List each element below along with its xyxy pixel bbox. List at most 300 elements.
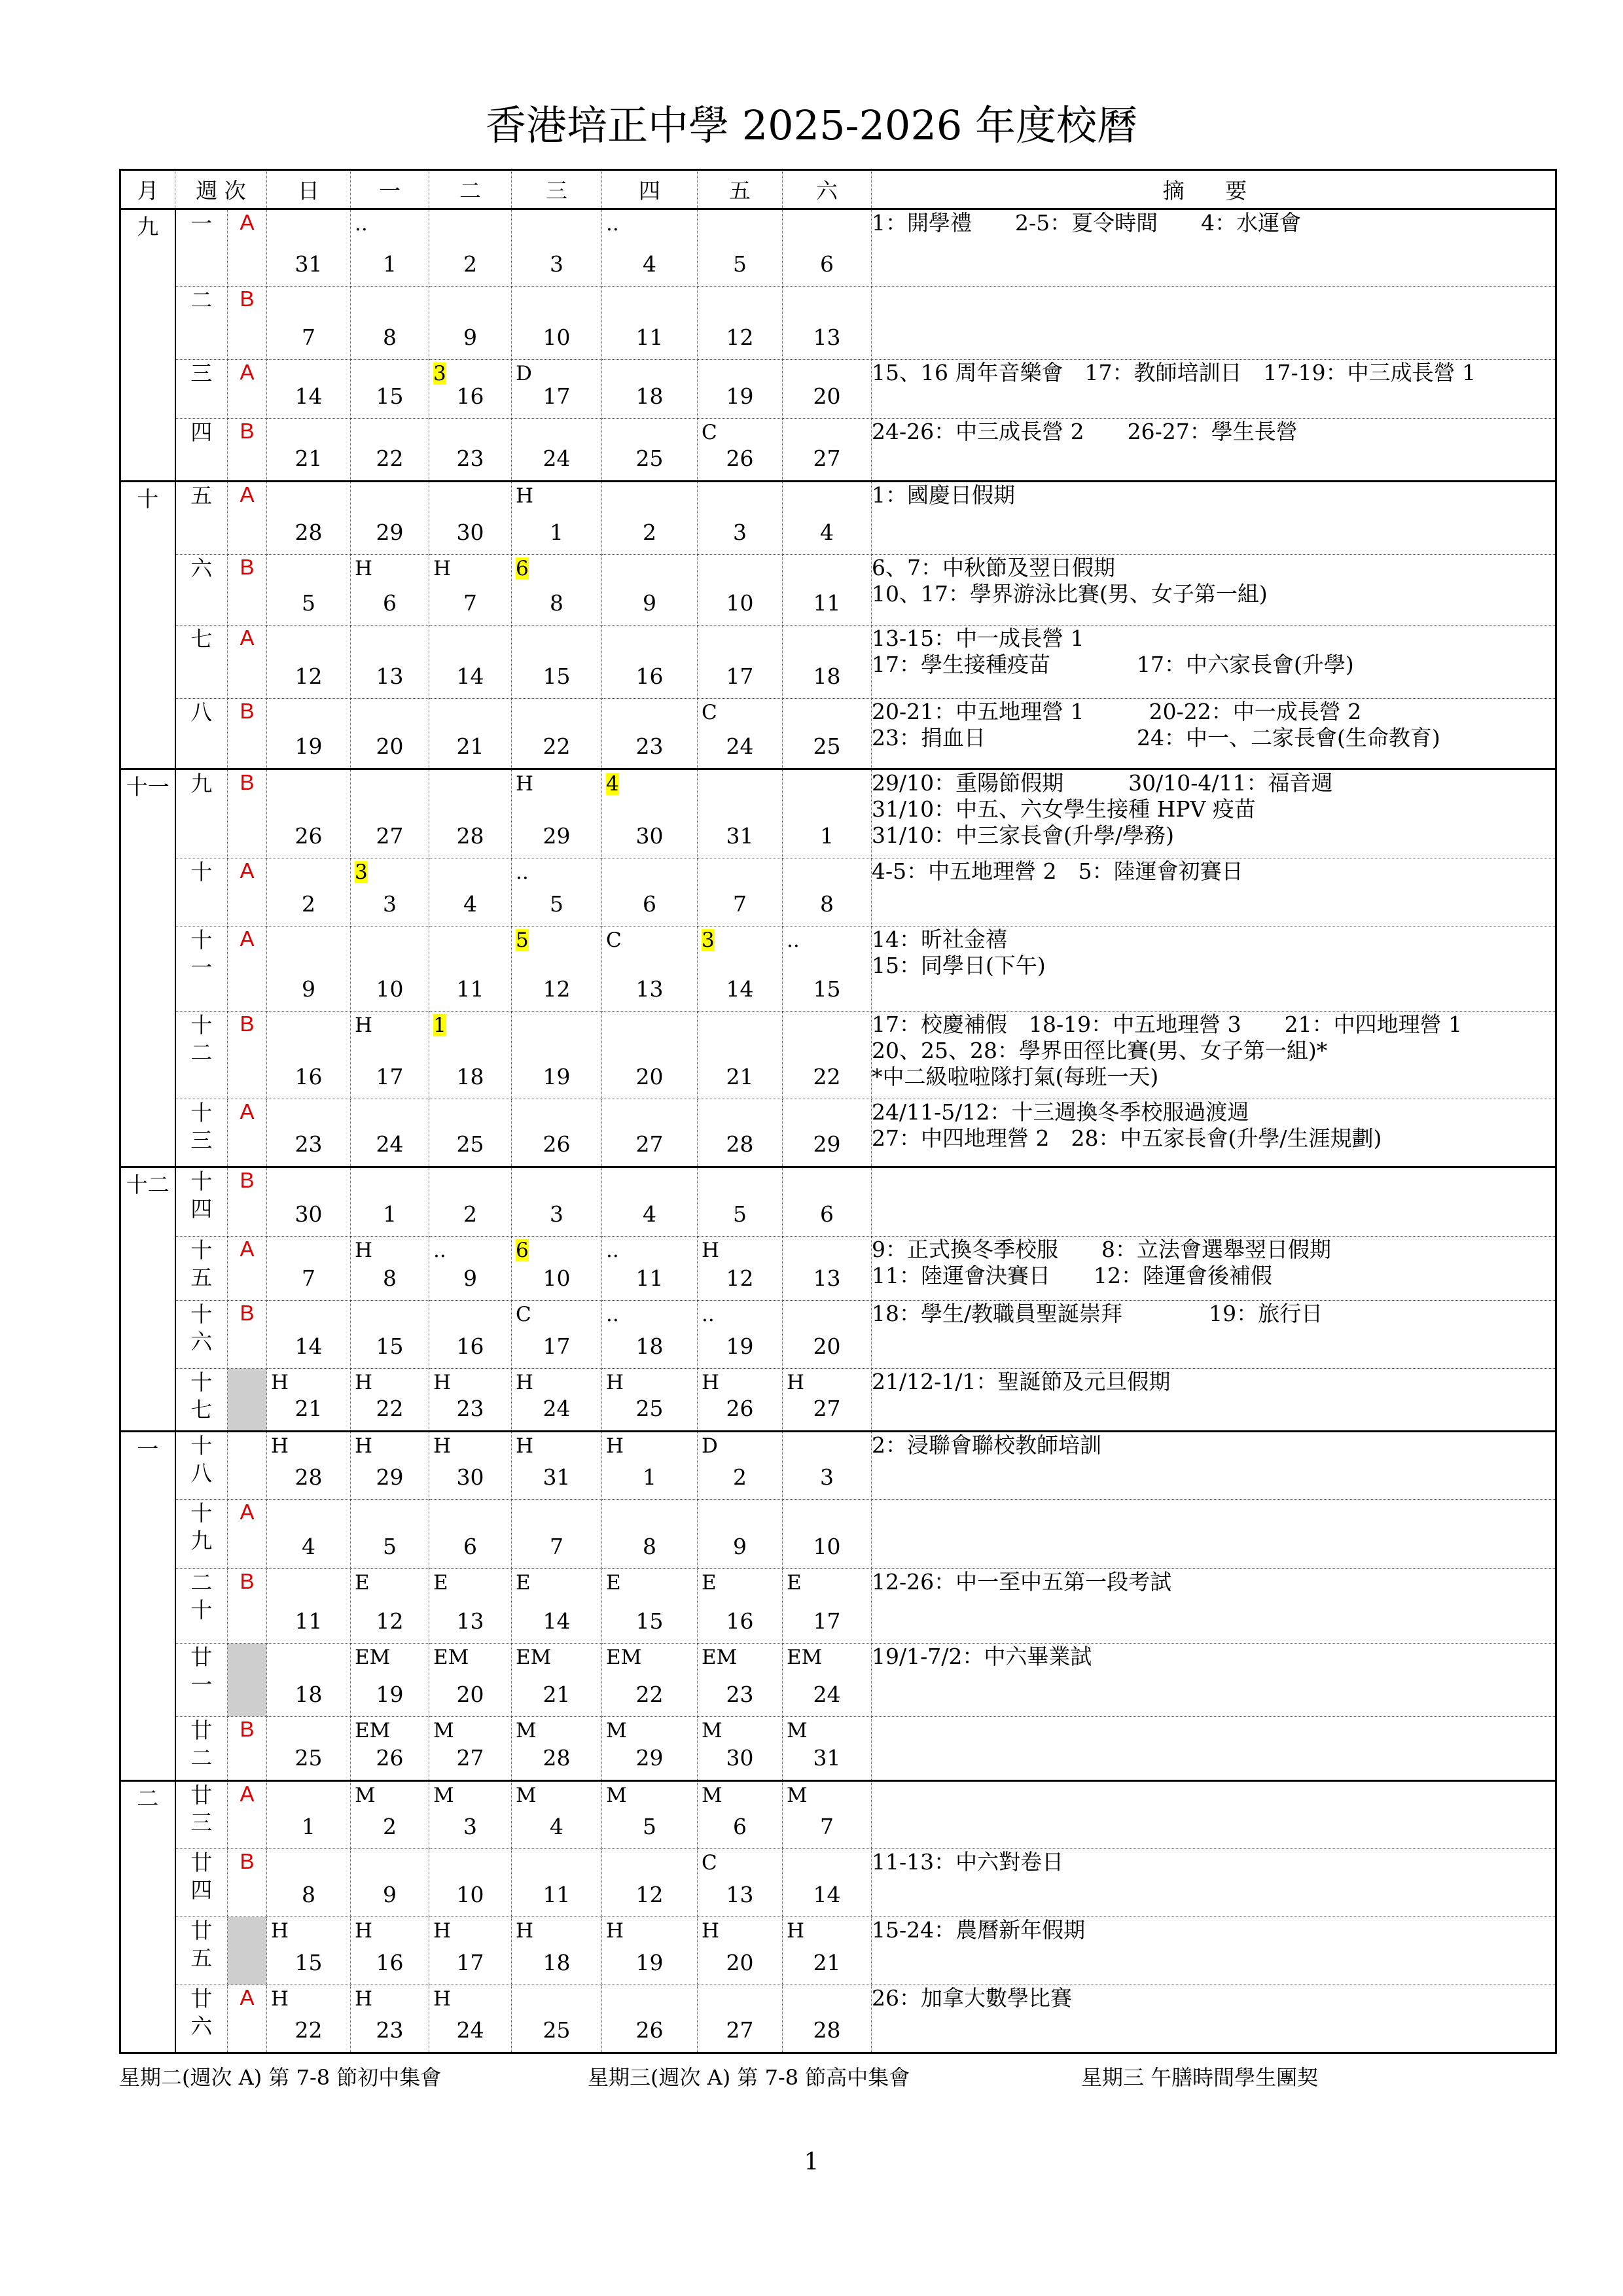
day-cell bbox=[512, 360, 602, 419]
day-cell bbox=[267, 1849, 351, 1917]
week-cycle-ab: B bbox=[228, 769, 267, 858]
header-day-sun: 日 bbox=[267, 170, 351, 209]
day-marker: .. bbox=[433, 1239, 446, 1262]
day-cell bbox=[602, 1569, 698, 1644]
day-cell bbox=[267, 360, 351, 419]
day-number: 27 bbox=[376, 823, 404, 849]
week-number: 廿 六 bbox=[175, 1985, 228, 2053]
day-cell bbox=[267, 1432, 351, 1500]
day-number: 14 bbox=[456, 663, 484, 689]
week-number: 廿 五 bbox=[175, 1917, 228, 1985]
week-number: 八 bbox=[175, 699, 228, 769]
day-cell bbox=[351, 699, 429, 769]
day-number: 4 bbox=[463, 891, 477, 917]
day-number: 13 bbox=[456, 1608, 484, 1634]
summary-cell bbox=[872, 209, 1556, 287]
day-cell bbox=[429, 287, 512, 360]
day-cell bbox=[602, 1167, 698, 1237]
day-cell bbox=[698, 1717, 783, 1781]
day-marker: H bbox=[516, 1371, 534, 1394]
day-number: 5 bbox=[302, 590, 315, 616]
day-cell bbox=[783, 1099, 872, 1167]
summary-line: 17：校慶補假 18-19：中五地理營 3 21：中四地理營 1 bbox=[872, 1012, 1463, 1037]
day-cell bbox=[698, 1781, 783, 1849]
day-marker: H bbox=[355, 1919, 373, 1943]
day-number: 7 bbox=[302, 1265, 315, 1291]
day-cell bbox=[698, 1369, 783, 1432]
day-cell bbox=[783, 1167, 872, 1237]
week-number: 十 六 bbox=[175, 1301, 228, 1369]
day-number: 28 bbox=[294, 520, 323, 545]
week-cycle-ab: A bbox=[228, 1099, 267, 1167]
day-number: 16 bbox=[635, 663, 664, 689]
day-marker: M bbox=[516, 1784, 537, 1807]
day-cell bbox=[512, 1781, 602, 1849]
day-marker: C bbox=[702, 701, 717, 724]
header-week: 週 次 bbox=[175, 170, 267, 209]
day-cell bbox=[783, 858, 872, 927]
day-cell bbox=[602, 1237, 698, 1301]
week-row bbox=[120, 1917, 1556, 1985]
summary-cell bbox=[872, 769, 1556, 858]
day-number: 8 bbox=[383, 1265, 397, 1291]
day-number: 10 bbox=[813, 1534, 841, 1559]
day-number: 28 bbox=[813, 2017, 841, 2043]
day-cell bbox=[512, 1500, 602, 1569]
week-number: 廿 四 bbox=[175, 1849, 228, 1917]
week-cycle-ab: B bbox=[228, 1167, 267, 1237]
day-number: 22 bbox=[376, 1396, 404, 1421]
day-number: 20 bbox=[726, 1950, 754, 1975]
header-day-mon: 一 bbox=[351, 170, 429, 209]
summary-line: 15、16 周年音樂會 17：教師培訓日 17-19：中三成長營 1 bbox=[872, 360, 1476, 385]
day-number: 24 bbox=[543, 1396, 571, 1421]
day-number: 31 bbox=[543, 1464, 571, 1490]
day-number: 10 bbox=[543, 1265, 571, 1291]
day-cell bbox=[602, 1917, 698, 1985]
week-number: 廿 一 bbox=[175, 1644, 228, 1717]
summary-line: 29/10：重陽節假期 30/10-4/11：福音週 bbox=[872, 770, 1333, 796]
summary-line: 9：正式換冬季校服 8：立法會選舉翌日假期 bbox=[872, 1237, 1331, 1262]
day-cell bbox=[698, 1099, 783, 1167]
count-badge: 6 bbox=[516, 1239, 529, 1262]
day-cell bbox=[429, 927, 512, 1012]
day-cell bbox=[429, 1167, 512, 1237]
day-cell bbox=[602, 699, 698, 769]
day-cell bbox=[512, 482, 602, 555]
day-cell bbox=[512, 769, 602, 858]
day-number: 26 bbox=[726, 446, 754, 471]
day-number: 22 bbox=[813, 1064, 841, 1089]
day-cell bbox=[698, 287, 783, 360]
day-marker: H bbox=[355, 1434, 373, 1458]
day-number: 17 bbox=[726, 663, 754, 689]
week-row bbox=[120, 626, 1556, 699]
week-number: 二 bbox=[175, 287, 228, 360]
day-number: 2 bbox=[733, 1464, 747, 1490]
day-cell bbox=[267, 1644, 351, 1717]
day-cell bbox=[267, 1237, 351, 1301]
day-number: 1 bbox=[383, 1201, 397, 1227]
day-cell bbox=[351, 1167, 429, 1237]
week-row bbox=[120, 1985, 1556, 2053]
summary-cell bbox=[872, 699, 1556, 769]
day-number: 23 bbox=[456, 1396, 484, 1421]
day-marker: H bbox=[355, 1239, 373, 1262]
day-cell bbox=[698, 1849, 783, 1917]
summary-line: 17：學生接種疫苗 17：中六家長會(升學) bbox=[872, 652, 1354, 677]
week-cycle-ab: B bbox=[228, 419, 267, 482]
day-cell bbox=[783, 1717, 872, 1781]
day-cell bbox=[267, 287, 351, 360]
day-number: 3 bbox=[383, 891, 397, 917]
week-cycle-ab: A bbox=[228, 1500, 267, 1569]
day-number: 22 bbox=[294, 2017, 323, 2043]
day-cell bbox=[512, 1717, 602, 1781]
day-number: 14 bbox=[294, 383, 323, 409]
count-badge: 3 bbox=[433, 362, 446, 385]
summary-cell bbox=[872, 1432, 1556, 1500]
day-cell bbox=[602, 1369, 698, 1432]
day-marker: H bbox=[271, 1987, 289, 2011]
summary-cell bbox=[872, 1644, 1556, 1717]
count-badge: 1 bbox=[433, 1014, 446, 1037]
day-number: 4 bbox=[550, 1814, 563, 1839]
day-number: 9 bbox=[302, 976, 315, 1002]
day-number: 15 bbox=[376, 1333, 404, 1359]
summary-line: 18：學生/教職員聖誕崇拜 19：旅行日 bbox=[872, 1301, 1323, 1326]
day-number: 16 bbox=[456, 1333, 484, 1359]
day-number: 1 bbox=[383, 251, 397, 277]
day-cell bbox=[267, 626, 351, 699]
day-number: 13 bbox=[376, 663, 404, 689]
day-number: 11 bbox=[813, 590, 841, 616]
day-cell bbox=[698, 1917, 783, 1985]
day-number: 14 bbox=[294, 1333, 323, 1359]
day-number: 8 bbox=[383, 325, 397, 350]
day-number: 20 bbox=[456, 1682, 484, 1707]
day-cell bbox=[698, 699, 783, 769]
day-cell bbox=[602, 1985, 698, 2053]
day-cell bbox=[351, 1717, 429, 1781]
day-cell bbox=[267, 482, 351, 555]
day-number: 30 bbox=[456, 520, 484, 545]
day-cell bbox=[512, 419, 602, 482]
week-row bbox=[120, 858, 1556, 927]
day-number: 23 bbox=[635, 733, 664, 759]
month-cell: 一 bbox=[120, 1432, 175, 1781]
day-number: 31 bbox=[726, 823, 754, 849]
day-number: 27 bbox=[635, 1131, 664, 1157]
day-marker: H bbox=[516, 1434, 534, 1458]
week-row bbox=[120, 769, 1556, 858]
day-cell bbox=[351, 1849, 429, 1917]
day-marker: M bbox=[606, 1719, 627, 1742]
day-number: 14 bbox=[726, 976, 754, 1002]
day-number: 1 bbox=[820, 823, 834, 849]
week-number: 九 bbox=[175, 769, 228, 858]
day-number: 20 bbox=[813, 383, 841, 409]
day-number: 15 bbox=[635, 1608, 664, 1634]
day-number: 18 bbox=[813, 663, 841, 689]
day-number: 19 bbox=[294, 733, 323, 759]
day-marker: .. bbox=[606, 1239, 619, 1262]
day-cell bbox=[429, 1717, 512, 1781]
week-number: 四 bbox=[175, 419, 228, 482]
week-cycle-ab bbox=[228, 1644, 267, 1717]
week-row bbox=[120, 1644, 1556, 1717]
day-cell bbox=[602, 1500, 698, 1569]
day-number: 13 bbox=[726, 1882, 754, 1907]
day-cell bbox=[429, 1917, 512, 1985]
day-cell bbox=[351, 1500, 429, 1569]
summary-cell bbox=[872, 927, 1556, 1012]
day-number: 11 bbox=[543, 1882, 571, 1907]
week-number: 六 bbox=[175, 555, 228, 626]
day-number: 24 bbox=[813, 1682, 841, 1707]
day-cell bbox=[512, 626, 602, 699]
month-cell: 二 bbox=[120, 1781, 175, 2053]
day-number: 2 bbox=[383, 1814, 397, 1839]
day-number: 12 bbox=[726, 325, 754, 350]
day-number: 19 bbox=[543, 1064, 571, 1089]
day-number: 24 bbox=[543, 446, 571, 471]
page-title: 香港培正中學 2025-2026 年度校曆 bbox=[486, 101, 1137, 149]
day-cell bbox=[783, 1985, 872, 2053]
week-cycle-ab: A bbox=[228, 1237, 267, 1301]
day-number: 8 bbox=[820, 891, 834, 917]
summary-cell bbox=[872, 482, 1556, 555]
day-cell bbox=[267, 555, 351, 626]
day-marker: M bbox=[516, 1719, 537, 1742]
day-cell bbox=[351, 287, 429, 360]
day-marker: E bbox=[433, 1571, 448, 1595]
day-cell bbox=[698, 555, 783, 626]
day-number: 25 bbox=[543, 2017, 571, 2043]
summary-cell bbox=[872, 1012, 1556, 1099]
summary-cell bbox=[872, 1849, 1556, 1917]
summary-line: 4-5：中五地理營 2 5：陸運會初賽日 bbox=[872, 858, 1243, 884]
week-row bbox=[120, 1569, 1556, 1644]
day-marker: D bbox=[516, 362, 532, 385]
day-number: 6 bbox=[383, 590, 397, 616]
day-cell bbox=[783, 209, 872, 287]
day-cell bbox=[602, 287, 698, 360]
day-number: 27 bbox=[813, 446, 841, 471]
day-cell bbox=[429, 209, 512, 287]
day-cell bbox=[783, 1849, 872, 1917]
header-row bbox=[120, 170, 1556, 209]
day-number: 5 bbox=[550, 891, 563, 917]
day-marker: E bbox=[355, 1571, 370, 1595]
day-number: 21 bbox=[294, 1396, 323, 1421]
summary-line: 14：昕社金禧 bbox=[872, 927, 1007, 952]
summary-cell bbox=[872, 1569, 1556, 1644]
day-number: 19 bbox=[376, 1682, 404, 1707]
day-number: 18 bbox=[456, 1064, 484, 1089]
day-number: 31 bbox=[294, 251, 323, 277]
day-number: 12 bbox=[635, 1882, 664, 1907]
summary-cell bbox=[872, 360, 1556, 419]
summary-cell bbox=[872, 1237, 1556, 1301]
day-cell bbox=[429, 482, 512, 555]
day-cell bbox=[429, 1301, 512, 1369]
summary-line: 19/1-7/2：中六畢業試 bbox=[872, 1644, 1092, 1669]
day-cell bbox=[512, 1432, 602, 1500]
day-cell bbox=[267, 858, 351, 927]
day-marker: .. bbox=[702, 1303, 715, 1326]
day-number: 27 bbox=[456, 1745, 484, 1771]
day-number: 23 bbox=[726, 1682, 754, 1707]
day-cell bbox=[783, 1012, 872, 1099]
day-number: 13 bbox=[813, 1265, 841, 1291]
day-cell bbox=[512, 287, 602, 360]
week-row bbox=[120, 1500, 1556, 1569]
day-cell bbox=[783, 1569, 872, 1644]
day-cell bbox=[698, 1569, 783, 1644]
day-cell bbox=[602, 858, 698, 927]
day-cell bbox=[698, 1432, 783, 1500]
summary-cell bbox=[872, 1099, 1556, 1167]
day-number: 14 bbox=[813, 1882, 841, 1907]
day-number: 5 bbox=[733, 251, 747, 277]
day-cell bbox=[783, 769, 872, 858]
day-marker: H bbox=[271, 1371, 289, 1394]
day-marker: D bbox=[702, 1434, 718, 1458]
day-number: 9 bbox=[463, 325, 477, 350]
week-number: 五 bbox=[175, 482, 228, 555]
day-cell bbox=[429, 555, 512, 626]
day-number: 11 bbox=[294, 1608, 323, 1634]
week-number: 十 bbox=[175, 858, 228, 927]
summary-cell bbox=[872, 1500, 1556, 1569]
day-cell bbox=[783, 1432, 872, 1500]
day-number: 21 bbox=[726, 1064, 754, 1089]
day-cell bbox=[512, 1237, 602, 1301]
day-cell bbox=[783, 1301, 872, 1369]
day-number: 3 bbox=[463, 1814, 477, 1839]
week-row bbox=[120, 1099, 1556, 1167]
day-cell bbox=[267, 209, 351, 287]
summary-line: 6、7：中秋節及翌日假期 bbox=[872, 555, 1115, 580]
week-row bbox=[120, 1781, 1556, 1849]
day-cell bbox=[698, 482, 783, 555]
week-number: 廿 三 bbox=[175, 1781, 228, 1849]
day-cell bbox=[351, 769, 429, 858]
day-cell bbox=[429, 1432, 512, 1500]
day-number: 8 bbox=[550, 590, 563, 616]
day-marker: H bbox=[606, 1919, 624, 1943]
day-cell bbox=[602, 1301, 698, 1369]
day-cell bbox=[351, 626, 429, 699]
week-number: 三 bbox=[175, 360, 228, 419]
day-cell bbox=[351, 1237, 429, 1301]
day-cell bbox=[602, 482, 698, 555]
day-number: 6 bbox=[820, 1201, 834, 1227]
day-cell bbox=[512, 1012, 602, 1099]
day-cell bbox=[698, 1500, 783, 1569]
week-row bbox=[120, 1849, 1556, 1917]
day-cell bbox=[512, 1849, 602, 1917]
day-cell bbox=[783, 287, 872, 360]
day-marker: H bbox=[516, 484, 534, 508]
day-number: 18 bbox=[635, 1333, 664, 1359]
day-marker: H bbox=[787, 1919, 805, 1943]
day-cell bbox=[267, 1569, 351, 1644]
day-cell bbox=[512, 1569, 602, 1644]
day-marker: H bbox=[433, 1919, 452, 1943]
day-marker: EM bbox=[702, 1646, 738, 1669]
footer-note-3: 星期三 午膳時間學生團契 bbox=[1081, 2065, 1319, 2090]
day-marker: C bbox=[702, 421, 717, 444]
day-number: 5 bbox=[643, 1814, 656, 1839]
week-row bbox=[120, 1369, 1556, 1432]
week-row bbox=[120, 287, 1556, 360]
day-number: 7 bbox=[302, 325, 315, 350]
week-cycle-ab: B bbox=[228, 1569, 267, 1644]
day-marker: E bbox=[606, 1571, 621, 1595]
day-cell bbox=[602, 1781, 698, 1849]
day-number: 18 bbox=[543, 1950, 571, 1975]
day-cell bbox=[351, 1569, 429, 1644]
day-number: 4 bbox=[820, 520, 834, 545]
day-number: 28 bbox=[294, 1464, 323, 1490]
day-number: 5 bbox=[733, 1201, 747, 1227]
week-row bbox=[120, 360, 1556, 419]
day-number: 16 bbox=[294, 1064, 323, 1089]
day-cell bbox=[267, 927, 351, 1012]
week-cycle-ab: B bbox=[228, 1301, 267, 1369]
day-marker: C bbox=[516, 1303, 531, 1326]
day-cell bbox=[429, 1369, 512, 1432]
day-cell bbox=[698, 858, 783, 927]
summary-cell bbox=[872, 858, 1556, 927]
day-cell bbox=[783, 360, 872, 419]
summary-cell bbox=[872, 1301, 1556, 1369]
day-cell bbox=[267, 1985, 351, 2053]
day-cell bbox=[512, 858, 602, 927]
day-cell bbox=[698, 626, 783, 699]
day-marker: EM bbox=[433, 1646, 469, 1669]
header-day-fri: 五 bbox=[698, 170, 783, 209]
day-cell bbox=[783, 699, 872, 769]
day-cell bbox=[602, 927, 698, 1012]
day-number: 28 bbox=[726, 1131, 754, 1157]
day-number: 30 bbox=[456, 1464, 484, 1490]
week-cycle-ab: B bbox=[228, 1849, 267, 1917]
summary-cell bbox=[872, 1781, 1556, 1849]
day-marker: C bbox=[606, 928, 622, 952]
day-cell bbox=[783, 626, 872, 699]
summary-cell bbox=[872, 1369, 1556, 1432]
summary-line: 12-26：中一至中五第一段考試 bbox=[872, 1569, 1172, 1595]
week-row bbox=[120, 1237, 1556, 1301]
day-number: 15 bbox=[813, 976, 841, 1002]
day-number: 20 bbox=[813, 1333, 841, 1359]
day-marker: EM bbox=[606, 1646, 642, 1669]
day-marker: H bbox=[355, 1371, 373, 1394]
day-marker: E bbox=[787, 1571, 802, 1595]
day-marker: H bbox=[271, 1434, 289, 1458]
day-cell bbox=[602, 1849, 698, 1917]
day-number: 19 bbox=[635, 1950, 664, 1975]
day-cell bbox=[698, 1167, 783, 1237]
week-row bbox=[120, 1717, 1556, 1781]
day-number: 10 bbox=[456, 1882, 484, 1907]
summary-cell bbox=[872, 419, 1556, 482]
day-number: 22 bbox=[635, 1682, 664, 1707]
day-cell bbox=[512, 555, 602, 626]
